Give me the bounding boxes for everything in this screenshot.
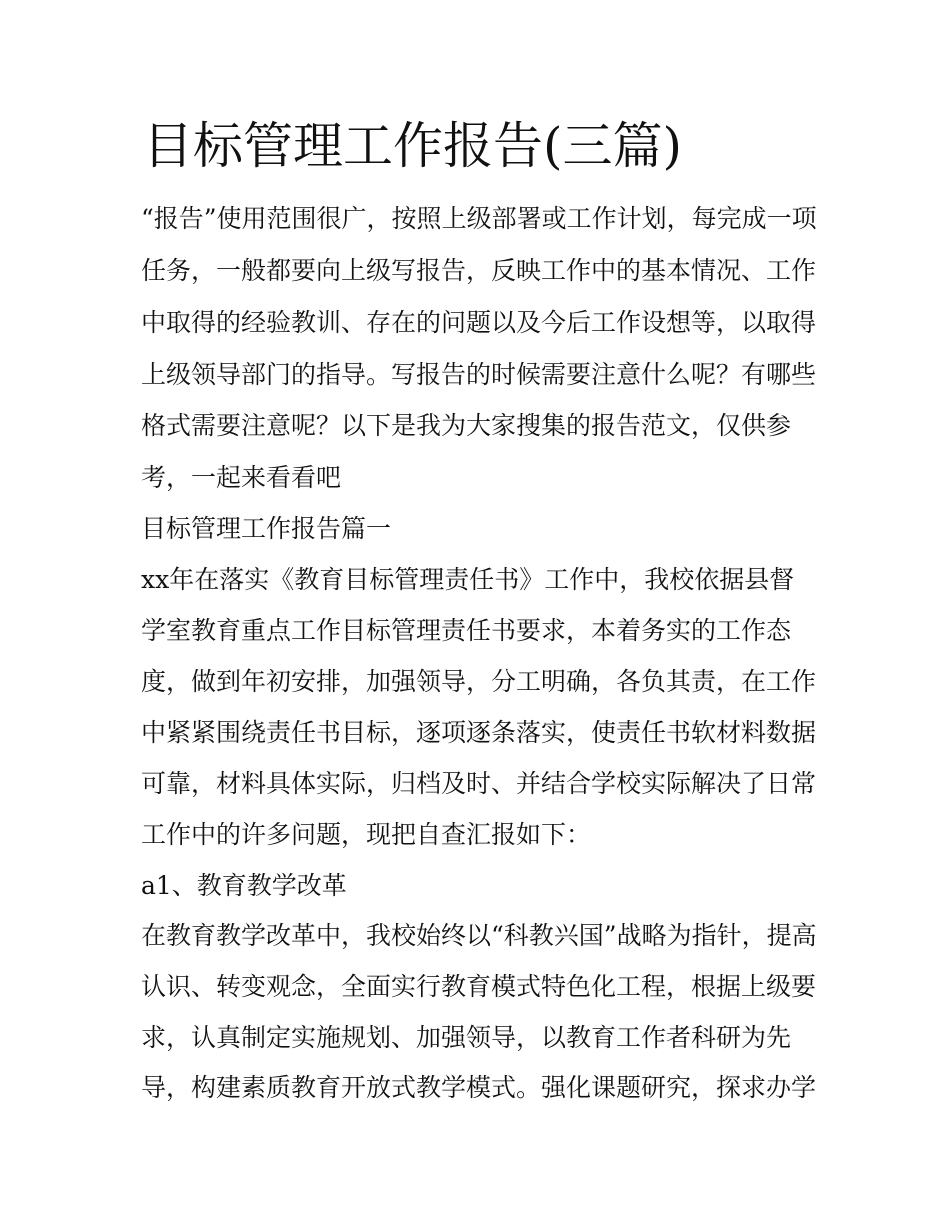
paragraph-line: 度，做到年初安排，加强领导，分工明确，各负其责，在工作 [141, 667, 817, 696]
paragraph-line: 认识、转变观念，全面实行教育模式特色化工程，根据上级要 [141, 972, 817, 1001]
paragraph-line: 工作中的许多问题，现把自查汇报如下： [141, 820, 592, 849]
paragraph-line: 格式需要注意呢？以下是我为大家搜集的报告范文，仅供参 [141, 411, 792, 440]
paragraph-line: 求，认真制定实施规划、加强领导，以教育工作者科研为先 [141, 1023, 792, 1052]
paragraph-line: 可靠，材料具体实际，归档及时、并结合学校实际解决了日常 [141, 769, 817, 798]
paragraph-line: 任务，一般都要向上级写报告，反映工作中的基本情况、工作 [141, 256, 817, 285]
paragraph-line: 学室教育重点工作目标管理责任书要求，本着务实的工作态 [141, 616, 792, 645]
paragraph-line: “报告”使用范围很广，按照上级部署或工作计划，每完成一项 [141, 204, 817, 233]
section-heading: 目标管理工作报告篇一 [141, 514, 392, 543]
paragraph-line: xx年在落实《教育目标管理责任书》工作中，我校依据县督 [141, 565, 795, 594]
subsection-heading: a1、教育教学改革 [141, 871, 347, 900]
paragraph-line: 中紧紧围绕责任书目标，逐项逐条落实，使责任书软材料数据 [141, 718, 817, 747]
document-title: 目标管理工作报告(三篇) [143, 117, 683, 175]
paragraph-line: 考，一起来看看吧 [141, 463, 342, 492]
paragraph-line: 上级领导部门的指导。写报告的时候需要注意什么呢？有哪些 [141, 360, 817, 389]
paragraph-line: 导，构建素质教育开放式教学模式。强化课题研究，探求办学 [141, 1073, 817, 1102]
paragraph-line: 中取得的经验教训、存在的问题以及今后工作设想等，以取得 [141, 308, 817, 337]
paragraph-line: 在教育教学改革中，我校始终以“科教兴国”战略为指针，提高 [141, 921, 817, 950]
